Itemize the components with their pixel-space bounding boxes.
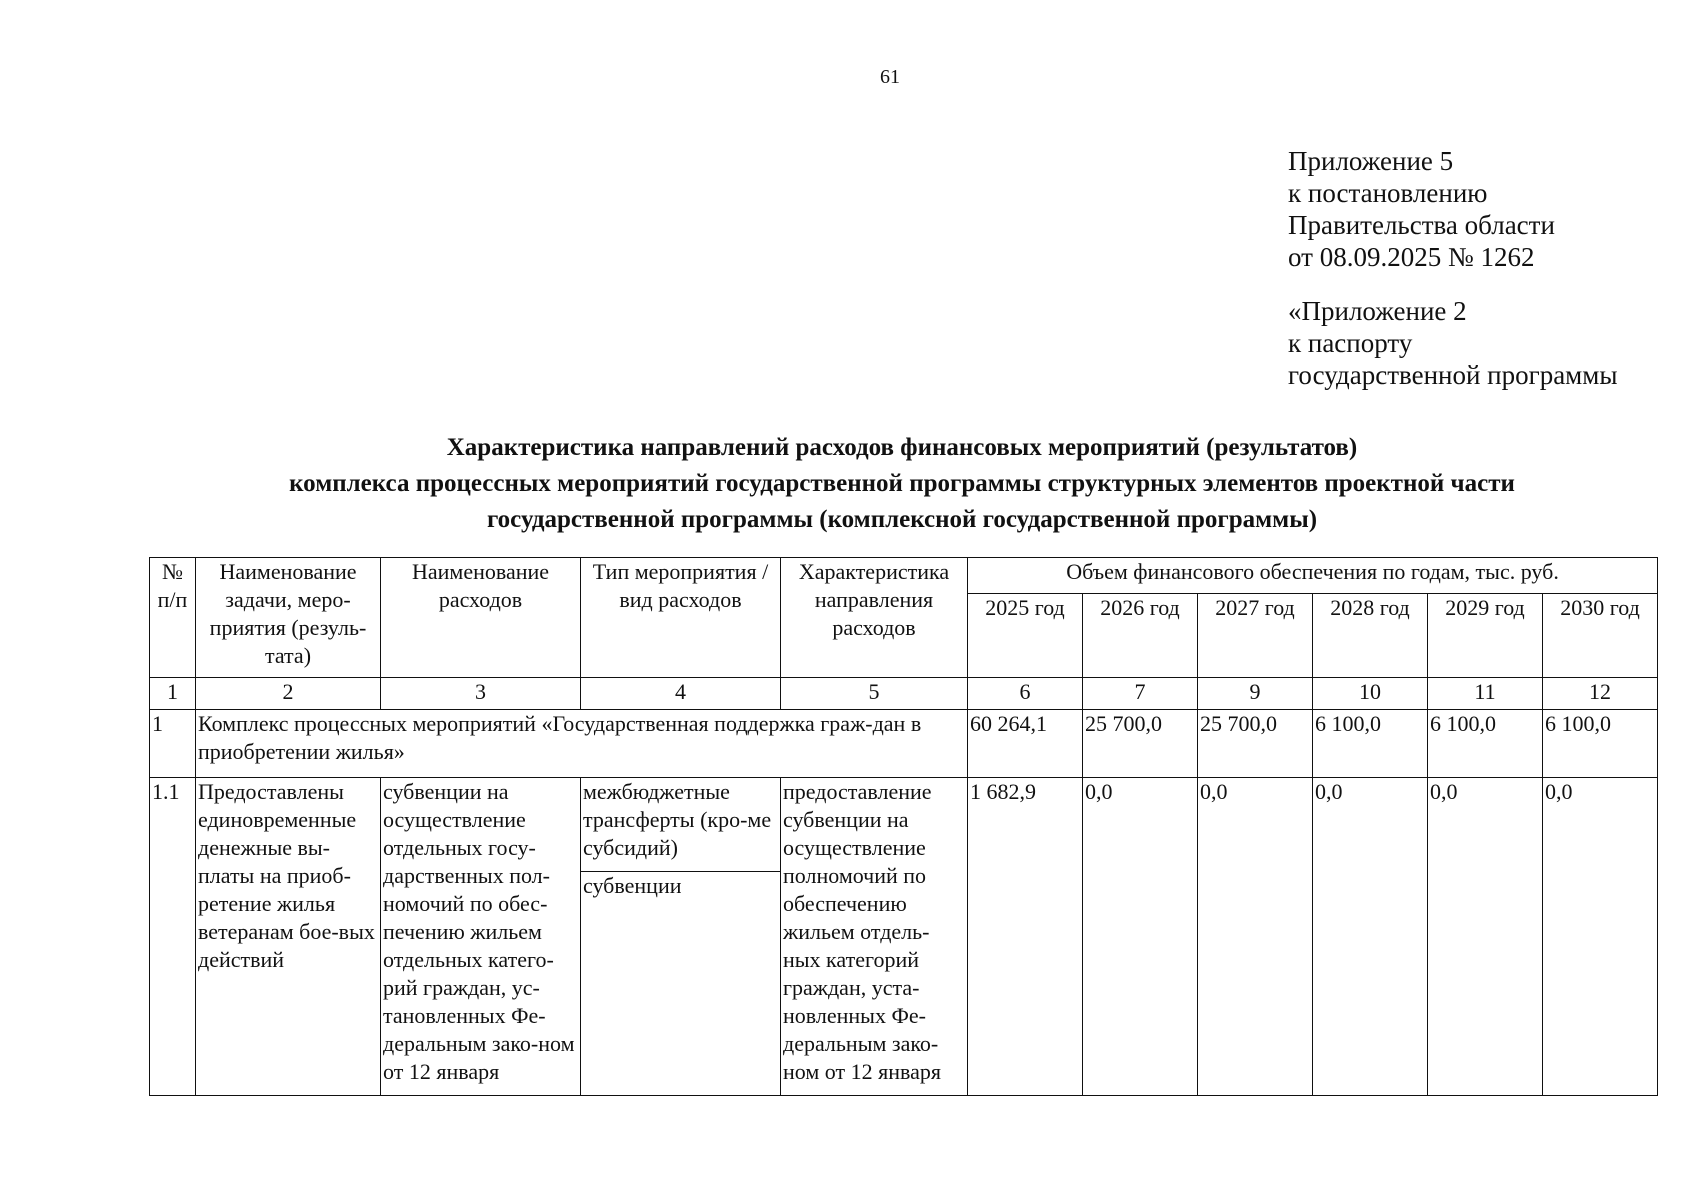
row-type: межбюджетные трансферты (кро-ме субсидий) — [581, 778, 781, 872]
row-task: Предоставлены единовременные денежные вы-платы на приоб-ретение жилья ветеранам бое-вых действий — [196, 778, 381, 1096]
row-value: 60 264,1 — [968, 710, 1083, 778]
header-year: 2030 год — [1543, 594, 1658, 678]
header-year: 2027 год — [1198, 594, 1313, 678]
header-num: № п/п — [150, 558, 196, 678]
title-line: государственной программы (комплексной государственной программы) — [486, 506, 1318, 533]
column-number: 11 — [1428, 678, 1543, 710]
row-value: 0,0 — [1543, 778, 1658, 1096]
annex-block — [1288, 145, 1618, 391]
row-subtype: субвенции — [581, 872, 781, 1096]
row-num: 1.1 — [150, 778, 196, 1096]
column-number: 6 — [968, 678, 1083, 710]
header-volume: Объем финансового обеспечения по годам, тыс. руб. — [968, 558, 1658, 594]
annex-line: от 08.09.2025 № 1262 — [1288, 242, 1535, 272]
row-title: Комплекс процессных мероприятий «Государственная поддержка граж-дан в приобретении жилья» — [196, 710, 968, 778]
row-value: 6 100,0 — [1543, 710, 1658, 778]
row-value: 25 700,0 — [1198, 710, 1313, 778]
header-year: 2029 год — [1428, 594, 1543, 678]
column-number: 4 — [581, 678, 781, 710]
column-number: 1 — [150, 678, 196, 710]
row-value: 1 682,9 — [968, 778, 1083, 1096]
finance-table — [149, 557, 1658, 1096]
header-expense-name: Наименование расходов — [381, 558, 581, 678]
column-number: 9 — [1198, 678, 1313, 710]
column-number: 10 — [1313, 678, 1428, 710]
row-value: 0,0 — [1198, 778, 1313, 1096]
title-line: Характеристика направлений расходов финансовых мероприятий (результатов) — [446, 434, 1358, 461]
column-number: 3 — [381, 678, 581, 710]
title-line: комплекса процессных мероприятий государственной программы структурных элементов проектной части — [289, 470, 1515, 497]
header-year: 2025 год — [968, 594, 1083, 678]
column-number: 5 — [781, 678, 968, 710]
annex-line: к постановлению — [1288, 178, 1488, 208]
row-value: 0,0 — [1313, 778, 1428, 1096]
row-value: 25 700,0 — [1083, 710, 1198, 778]
row-value: 6 100,0 — [1428, 710, 1543, 778]
header-type: Тип мероприятия / вид расходов — [581, 558, 781, 678]
row-value: 6 100,0 — [1313, 710, 1428, 778]
row-num: 1 — [150, 710, 196, 778]
annex-line: Правительства области — [1288, 210, 1555, 240]
row-characteristic: предоставление субвенции на осуществление полномочий по обеспечению жильем отдель-ных категорий граждан, уста-новленных Фе-деральным зако-ном от 12 января — [781, 778, 968, 1096]
annex-line: государственной программы — [1288, 360, 1618, 390]
page-number: 61 — [880, 66, 900, 88]
header-task: Наименование задачи, меро-приятия (резуль-тата) — [196, 558, 381, 678]
header-year: 2026 год — [1083, 594, 1198, 678]
header-characteristic: Характеристика направления расходов — [781, 558, 968, 678]
document-title — [150, 430, 1654, 538]
table-row — [150, 710, 1658, 778]
column-number: 12 — [1543, 678, 1658, 710]
table-row — [150, 778, 1658, 872]
row-expense-name: субвенции на осуществление отдельных госу-дарственных пол-номочий по обес-печению жильем отдельных катего-рий граждан, ус-тановленных Фе-деральным зако-ном от 12 января — [381, 778, 581, 1096]
annex-line: Приложение 5 — [1288, 146, 1454, 176]
column-number: 2 — [196, 678, 381, 710]
row-value: 0,0 — [1083, 778, 1198, 1096]
row-value: 0,0 — [1428, 778, 1543, 1096]
header-year: 2028 год — [1313, 594, 1428, 678]
annex-line: к паспорту — [1288, 328, 1413, 358]
annex-line: «Приложение 2 — [1288, 296, 1467, 326]
column-number: 7 — [1083, 678, 1198, 710]
